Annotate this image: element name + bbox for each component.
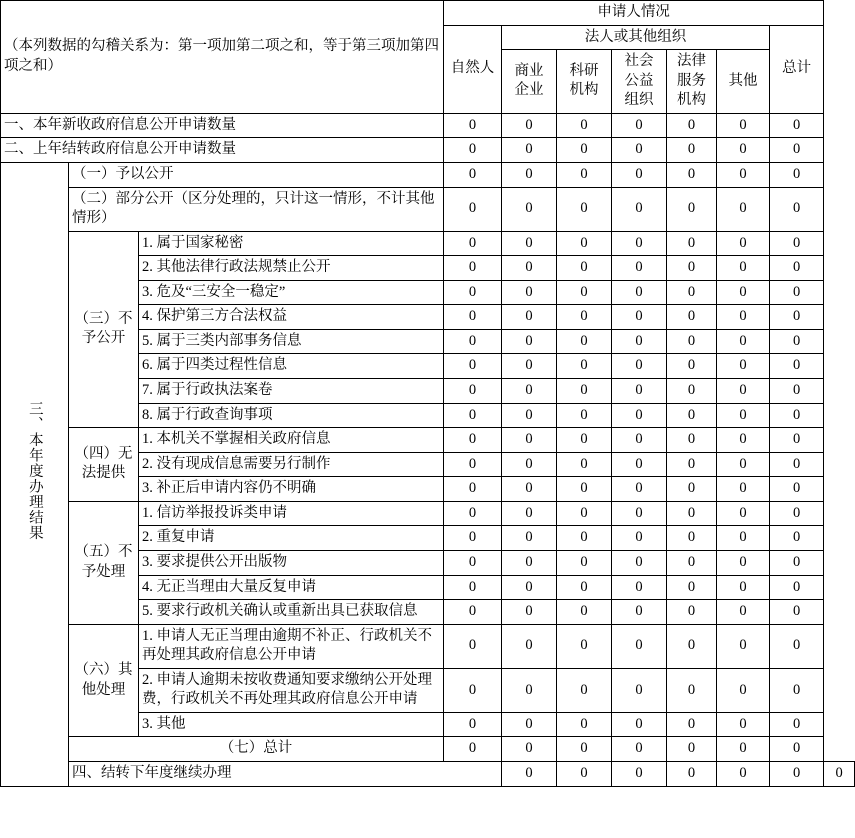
cell-value: 0 [717,187,770,231]
cell-value: 0 [770,762,824,787]
cell-value: 0 [502,737,557,762]
row-label-endanger-security-stability: 3. 危及“三安全一稳定” [139,280,444,305]
group-label-unable-to-provide [69,428,139,502]
cell-value: 0 [770,575,824,600]
header-col-social-public-welfare-org-line3: 组织 [624,92,654,109]
cell-value: 0 [770,428,824,453]
cell-value: 0 [667,329,717,354]
header-col-social-public-welfare-org [612,50,667,114]
note-cell: （本列数据的勾稽关系为：第一项加第二项之和，等于第三项加第四项之和） [1,1,444,114]
row-label-unclear-after-correction: 3. 补正后申请内容仍不明确 [139,477,444,502]
cell-value: 0 [770,712,824,737]
cell-value: 0 [557,379,612,404]
cell-value: 0 [502,600,557,625]
cell-value: 0 [557,501,612,526]
cell-value: 0 [557,162,612,187]
row-label-petition-complaint: 1. 信访举报投诉类申请 [139,501,444,526]
cell-value: 0 [612,668,667,712]
cell-value: 0 [612,477,667,502]
group-label-other-handling [69,624,139,737]
cell-value: 0 [770,737,824,762]
cell-value: 0 [717,477,770,502]
cell-value: 0 [770,256,824,281]
cell-value: 0 [444,550,502,575]
cell-value: 0 [667,305,717,330]
row-label-internal-affairs: 5. 属于三类内部事务信息 [139,329,444,354]
cell-value: 0 [717,624,770,668]
row-label-overdue-no-payment: 2. 申请人逾期未按收费通知要求缴纳公开处理费，行政机关不再处理其政府信息公开申请 [139,668,444,712]
cell-value: 0 [667,526,717,551]
cell-value: 0 [612,526,667,551]
header-col-legal-service-institution [667,50,717,114]
cell-value: 0 [667,354,717,379]
cell-value: 0 [557,668,612,712]
cell-value: 0 [667,501,717,526]
cell-value: 0 [557,526,612,551]
cell-value: 0 [717,501,770,526]
group-label-not-processed-text: （五）不予处理 [74,544,133,580]
cell-value: 0 [502,575,557,600]
cell-value: 0 [557,477,612,502]
cell-value: 0 [667,668,717,712]
cell-value: 0 [502,501,557,526]
cell-value: 0 [667,550,717,575]
cell-value: 0 [717,280,770,305]
cell-value: 0 [557,624,612,668]
group-label-other-handling-text: （六）其他处理 [74,661,133,698]
cell-value: 0 [717,712,770,737]
row-label-administrative-inquiry: 8. 属于行政查询事项 [139,403,444,428]
cell-value: 0 [770,187,824,231]
cell-value: 0 [612,113,667,138]
cell-value: 0 [717,403,770,428]
cell-value: 0 [612,162,667,187]
cell-value: 0 [557,329,612,354]
cell-value: 0 [502,428,557,453]
cell-value: 0 [770,113,824,138]
cell-value: 0 [502,668,557,712]
row-label-process-information: 6. 属于四类过程性信息 [139,354,444,379]
header-col-legal-service-institution-line1: 法律 [677,53,707,70]
cell-value: 0 [444,600,502,625]
header-total: 总计 [770,25,824,113]
header-col-research-institution [557,50,612,114]
cell-value: 0 [770,329,824,354]
cell-value: 0 [444,354,502,379]
cell-value: 0 [502,231,557,256]
cell-value: 0 [557,280,612,305]
cell-value: 0 [717,575,770,600]
cell-value: 0 [717,231,770,256]
cell-value: 0 [612,501,667,526]
cell-value: 0 [770,550,824,575]
cell-value: 0 [770,526,824,551]
table-row-partial-disclose [1,187,855,231]
cell-value: 0 [667,575,717,600]
cell-value: 0 [502,526,557,551]
cell-value: 0 [770,501,824,526]
group-label-unable-to-provide-text: （四）无法提供 [74,445,133,482]
cell-value: 0 [557,452,612,477]
cell-value: 0 [717,526,770,551]
table-row-carried-over-applications [1,138,855,163]
cell-value: 0 [444,138,502,163]
cell-value: 0 [612,600,667,625]
cell-value: 0 [444,280,502,305]
header-natural-person: 自然人 [444,25,502,113]
cell-value: 0 [667,477,717,502]
cell-value: 0 [557,550,612,575]
group-label-not-processed [69,501,139,624]
row-label-reconfirm-information: 5. 要求行政机关确认或重新出具已获取信息 [139,600,444,625]
cell-value: 0 [612,256,667,281]
cell-value: 0 [444,575,502,600]
cell-value: 0 [770,668,824,712]
row-label-published-materials: 3. 要求提供公开出版物 [139,550,444,575]
row-label-protect-third-party: 4. 保护第三方合法权益 [139,305,444,330]
cell-value: 0 [667,138,717,163]
cell-value: 0 [770,379,824,404]
cell-value: 0 [444,712,502,737]
cell-value: 0 [667,428,717,453]
cell-value: 0 [667,452,717,477]
cell-value: 0 [770,624,824,668]
table-row-new-applications [1,113,855,138]
header-col-other: 其他 [717,50,770,114]
header-col-commercial-enterprise [502,50,557,114]
cell-value: 0 [557,187,612,231]
row-label-annual-results [1,162,69,786]
header-col-legal-service-institution-line3: 机构 [677,92,707,109]
table-row-not-processed-1 [1,501,855,526]
cell-value: 0 [770,231,824,256]
cell-value: 0 [557,737,612,762]
cell-value: 0 [444,162,502,187]
header-col-legal-service-institution-line2: 服务 [677,72,707,89]
cell-value: 0 [444,231,502,256]
cell-value: 0 [502,712,557,737]
cell-value: 0 [612,624,667,668]
cell-value: 0 [717,452,770,477]
row-label-overdue-no-correction: 1. 申请人无正当理由逾期不补正、行政机关不再处理其政府信息公开申请 [139,624,444,668]
header-row-1 [1,1,855,26]
cell-value: 0 [502,762,557,787]
cell-value: 0 [444,452,502,477]
cell-value: 0 [667,113,717,138]
cell-value: 0 [717,329,770,354]
cell-value: 0 [502,354,557,379]
cell-value: 0 [667,280,717,305]
cell-value: 0 [612,231,667,256]
header-col-research-institution-line2: 机构 [569,82,599,99]
cell-value: 0 [717,305,770,330]
cell-value: 0 [667,600,717,625]
cell-value: 0 [612,305,667,330]
cell-value: 0 [717,668,770,712]
cell-value: 0 [502,452,557,477]
cell-value: 0 [444,113,502,138]
cell-value: 0 [770,403,824,428]
cell-value: 0 [557,231,612,256]
cell-value: 0 [717,162,770,187]
cell-value: 0 [557,305,612,330]
row-label-disclose: （一）予以公开 [69,162,444,187]
cell-value: 0 [667,187,717,231]
cell-value: 0 [612,379,667,404]
cell-value: 0 [717,256,770,281]
table-row-unable-provide-1 [1,428,855,453]
table-row-other-handling-1 [1,624,855,668]
header-col-social-public-welfare-org-line2: 公益 [624,72,654,89]
cell-value: 0 [824,762,855,787]
cell-value: 0 [557,256,612,281]
cell-value: 0 [502,138,557,163]
cell-value: 0 [612,712,667,737]
cell-value: 0 [502,624,557,668]
table-row-subtotal [1,737,855,762]
row-label-new-applications: 一、本年新收政府信息公开申请数量 [1,113,444,138]
cell-value: 0 [717,600,770,625]
cell-value: 0 [612,428,667,453]
row-label-needs-creation: 2. 没有现成信息需要另行制作 [139,452,444,477]
cell-value: 0 [502,379,557,404]
row-label-other: 3. 其他 [139,712,444,737]
cell-value: 0 [502,280,557,305]
cell-value: 0 [612,452,667,477]
cell-value: 0 [612,762,667,787]
cell-value: 0 [612,550,667,575]
header-col-commercial-enterprise-line2: 企业 [514,82,544,99]
cell-value: 0 [557,403,612,428]
cell-value: 0 [612,280,667,305]
cell-value: 0 [717,354,770,379]
cell-value: 0 [667,737,717,762]
table-row-disclose [1,162,855,187]
row-label-repeated-unjustified: 4. 无正当理由大量反复申请 [139,575,444,600]
cell-value: 0 [612,187,667,231]
cell-value: 0 [717,737,770,762]
cell-value: 0 [502,113,557,138]
cell-value: 0 [612,575,667,600]
cell-value: 0 [717,762,770,787]
cell-value: 0 [770,280,824,305]
cell-value: 0 [770,305,824,330]
row-label-partial-disclose: （二）部分公开（区分处理的，只计这一情形，不计其他情形） [69,187,444,231]
cell-value: 0 [717,379,770,404]
cell-value: 0 [444,379,502,404]
cell-value: 0 [717,138,770,163]
cell-value: 0 [444,501,502,526]
cell-value: 0 [770,354,824,379]
cell-value: 0 [444,329,502,354]
cell-value: 0 [444,668,502,712]
row-label-duplicate-application: 2. 重复申请 [139,526,444,551]
table-row-nondisclosure-1 [1,231,855,256]
cell-value: 0 [667,379,717,404]
cell-value: 0 [444,624,502,668]
row-label-not-in-possession: 1. 本机关不掌握相关政府信息 [139,428,444,453]
cell-value: 0 [502,256,557,281]
cell-value: 0 [502,550,557,575]
row-label-carried-over-applications: 二、上年结转政府信息公开申请数量 [1,138,444,163]
row-label-law-enforcement-file: 7. 属于行政执法案卷 [139,379,444,404]
row-label-state-secret: 1. 属于国家秘密 [139,231,444,256]
cell-value: 0 [717,550,770,575]
cell-value: 0 [444,428,502,453]
cell-value: 0 [667,762,717,787]
header-col-research-institution-line1: 科研 [569,62,599,79]
cell-value: 0 [557,138,612,163]
row-label-subtotal: （七）总计 [69,737,444,762]
cell-value: 0 [557,600,612,625]
cell-value: 0 [612,329,667,354]
cell-value: 0 [667,162,717,187]
cell-value: 0 [502,477,557,502]
cell-value: 0 [502,162,557,187]
header-legal-or-other-org: 法人或其他组织 [502,25,770,50]
cell-value: 0 [502,329,557,354]
cell-value: 0 [717,428,770,453]
header-col-commercial-enterprise-line1: 商业 [514,62,544,79]
cell-value: 0 [557,712,612,737]
cell-value: 0 [667,231,717,256]
cell-value: 0 [667,712,717,737]
cell-value: 0 [444,403,502,428]
cell-value: 0 [557,354,612,379]
header-col-social-public-welfare-org-line1: 社会 [624,53,654,70]
cell-value: 0 [444,187,502,231]
cell-value: 0 [667,624,717,668]
cell-value: 0 [770,477,824,502]
cell-value: 0 [717,113,770,138]
cell-value: 0 [770,452,824,477]
group-label-nondisclosure: （三）不予公开 [69,231,139,428]
row-label-other-laws-prohibit: 2. 其他法律行政法规禁止公开 [139,256,444,281]
header-applicant-situation: 申请人情况 [444,1,824,26]
cell-value: 0 [612,403,667,428]
cell-value: 0 [667,256,717,281]
cell-value: 0 [612,737,667,762]
cell-value: 0 [557,762,612,787]
row-label-carry-forward-next-year: 四、结转下年度继续办理 [69,762,502,787]
cell-value: 0 [770,600,824,625]
cell-value: 0 [612,138,667,163]
cell-value: 0 [502,187,557,231]
cell-value: 0 [612,354,667,379]
cell-value: 0 [557,428,612,453]
cell-value: 0 [770,138,824,163]
cell-value: 0 [557,113,612,138]
cell-value: 0 [444,526,502,551]
cell-value: 0 [770,162,824,187]
cell-value: 0 [444,256,502,281]
cell-value: 0 [557,575,612,600]
cell-value: 0 [502,403,557,428]
row-label-annual-results-text: 三、本年度办理结果 [26,401,43,541]
cell-value: 0 [667,403,717,428]
cell-value: 0 [502,305,557,330]
table-row-carry-forward-next-year [1,762,855,787]
cell-value: 0 [444,305,502,330]
cell-value: 0 [444,737,502,762]
cell-value: 0 [444,477,502,502]
